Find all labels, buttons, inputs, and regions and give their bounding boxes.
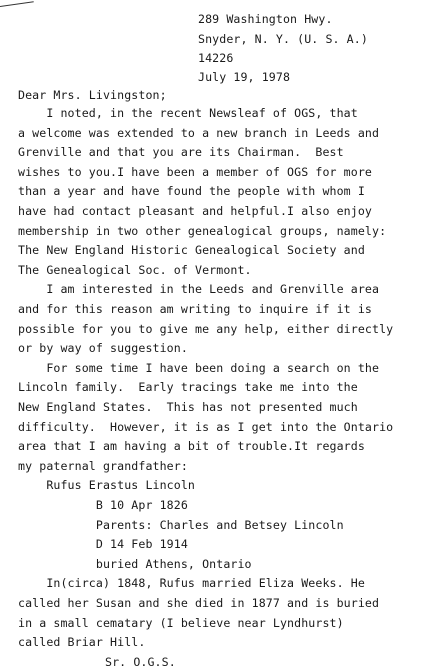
body-line: a welcome was extended to a new branch in Leeds and [18, 126, 380, 140]
body-line: New England States. This has not presented much [18, 400, 358, 414]
body-line: Lincoln family. Early tracings take me into the [18, 380, 358, 394]
body-line: Parents: Charles and Betsey Lincoln [18, 518, 344, 532]
body-line: my paternal grandfather: [18, 459, 188, 473]
body-line: B 10 Apr 1826 [18, 498, 188, 512]
address-city: Snyder, N. Y. (U. S. A.) [198, 32, 368, 46]
body-line: and for this reason am writing to inquire if it is [18, 302, 373, 316]
body-line: area that I am having a bit of trouble.It regards [18, 439, 365, 453]
body-line: For some time I have been doing a search on the [18, 361, 380, 375]
body-line: D 14 Feb 1914 [18, 537, 188, 551]
address-street: 289 Washington Hwy. [198, 12, 333, 26]
address-zip: 14226 [198, 51, 234, 65]
body-line: have had contact pleasant and helpful.I also enjoy [18, 204, 373, 218]
body-line: Grenville and that you are its Chairman. Best [18, 145, 344, 159]
body-line: I am interested in the Leeds and Grenville area [18, 282, 380, 296]
salutation: Dear Mrs. Livingston; [18, 88, 167, 102]
footer-mark: Sr. O.G.S. [105, 655, 176, 669]
body-line: wishes to you.I have been a member of OGS for more [18, 165, 373, 179]
body-line: buried Athens, Ontario [18, 557, 252, 571]
body-line: The New England Historic Genealogical Society and [18, 243, 365, 257]
letter-date: July 19, 1978 [198, 70, 291, 84]
body-line: membership in two other genealogical groups, namely: [18, 224, 387, 238]
body-line: than a year and have found the people with whom I [18, 184, 365, 198]
body-line: difficulty. However, it is as I get into the Ontario [18, 420, 394, 434]
body-line: in a small cematary (I believe near Lyndhurst) [18, 616, 344, 630]
body-line: Rufus Erastus Lincoln [18, 478, 196, 492]
body-line: The Genealogical Soc. of Vermont. [18, 263, 252, 277]
body-line: called Briar Hill. [18, 635, 146, 649]
body-line: I noted, in the recent Newsleaf of OGS, that [18, 106, 358, 120]
body-line: possible for you to give me any help, either directly [18, 322, 394, 336]
body-line: or by way of suggestion. [18, 341, 188, 355]
corner-mark [0, 1, 34, 7]
body-line: In(circa) 1848, Rufus married Eliza Weeks. He [18, 576, 365, 590]
body-line: called her Susan and she died in 1877 and is buried [18, 596, 380, 610]
